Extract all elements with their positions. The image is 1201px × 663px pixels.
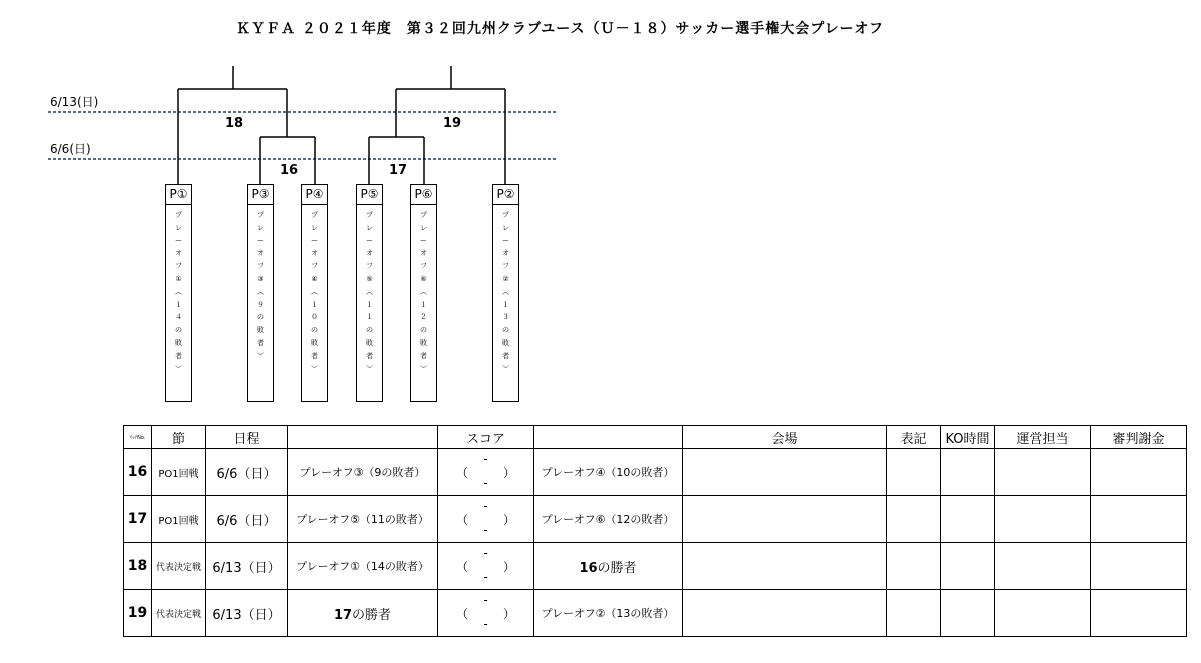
winner-match-no: 16 xyxy=(579,560,598,576)
ko-time-cell[interactable] xyxy=(941,496,995,543)
team-name-char: オ xyxy=(366,249,373,258)
team-box-p5 xyxy=(356,184,383,402)
team-name-char: レ xyxy=(311,223,318,232)
team-name xyxy=(248,205,273,363)
team-name-char: フ xyxy=(366,262,373,271)
team-name-char: ︶ xyxy=(311,364,318,373)
team-name-char: 者 xyxy=(257,338,264,347)
team-name-char: オ xyxy=(420,249,427,258)
team-name-char: プ xyxy=(366,211,373,219)
team-head: P① xyxy=(166,185,191,205)
team-name-char: の xyxy=(366,326,373,335)
team-name-char: オ xyxy=(502,249,509,258)
match-no: 19 xyxy=(124,590,152,637)
team-name-char: プ xyxy=(257,211,264,219)
match-label-17: 17 xyxy=(389,163,408,178)
team-name xyxy=(166,205,191,375)
team-name-char: オ xyxy=(175,249,182,258)
score-dash: - xyxy=(483,570,488,584)
team-name-char: 者 xyxy=(502,351,509,360)
manager-cell[interactable] xyxy=(995,496,1091,543)
match-no: 16 xyxy=(124,449,152,496)
header-away xyxy=(534,426,683,449)
team-name-char: ︵ xyxy=(175,287,182,296)
team-name-char: ︶ xyxy=(420,364,427,373)
paren-right: ） xyxy=(502,466,515,480)
away-team: プレーオフ②（13の敗者） xyxy=(534,590,683,637)
team-name-char: オ xyxy=(311,249,318,258)
team-name-char: プ xyxy=(311,211,318,219)
team-name-char: の xyxy=(420,326,427,335)
header-referee-fee: 審判謝金 xyxy=(1091,426,1187,449)
team-box-p3 xyxy=(247,184,274,402)
team-name-char: レ xyxy=(175,223,182,232)
table-row xyxy=(124,449,1187,496)
team-name xyxy=(411,205,436,375)
venue-cell[interactable] xyxy=(683,590,887,637)
team-name xyxy=(302,205,327,375)
score-cell[interactable] xyxy=(438,496,534,543)
section: PO1回戦 xyxy=(152,496,206,543)
score-dash: - xyxy=(483,546,488,560)
home-team: プレーオフ⑤（11の敗者） xyxy=(288,496,438,543)
team-head: P⑥ xyxy=(411,185,436,205)
home-team xyxy=(288,590,438,637)
team-name-char: レ xyxy=(420,223,427,232)
match-date: 6/13（日） xyxy=(206,590,288,637)
team-head: P③ xyxy=(248,185,273,205)
header-notation: 表記 xyxy=(887,426,941,449)
team-name-char: の xyxy=(257,313,264,322)
paren-left: （ xyxy=(456,513,469,527)
team-name-char: 敗 xyxy=(257,326,264,335)
paren-right: ） xyxy=(502,513,515,527)
team-name-char: 者 xyxy=(175,351,182,360)
team-name-char: フ xyxy=(420,262,427,271)
header-manager: 運営担当 xyxy=(995,426,1091,449)
paren-right: ） xyxy=(502,607,515,621)
notation-cell[interactable] xyxy=(887,590,941,637)
table-row xyxy=(124,543,1187,590)
table-row xyxy=(124,590,1187,637)
match-date: 6/6（日） xyxy=(206,449,288,496)
team-name-char: 者 xyxy=(311,351,318,360)
score-dash: - xyxy=(483,593,488,607)
score-dash: - xyxy=(483,452,488,466)
team-name-char: ー xyxy=(420,236,427,245)
team-name-char: 者 xyxy=(420,351,427,360)
team-name-char: ー xyxy=(257,236,264,245)
score-cell[interactable] xyxy=(438,590,534,637)
team-name-char: ー xyxy=(311,236,318,245)
match-no: 18 xyxy=(124,543,152,590)
team-name-char: レ xyxy=(257,223,264,232)
team-name-char: ー xyxy=(175,236,182,245)
date-label-round2: 6/13(日) xyxy=(50,95,99,109)
score-dash: - xyxy=(483,476,488,490)
away-team: プレーオフ④（10の敗者） xyxy=(534,449,683,496)
team-box-p4 xyxy=(301,184,328,402)
team-name-char: 敗 xyxy=(502,338,509,347)
team-name xyxy=(357,205,382,375)
team-name-char: プ xyxy=(420,211,427,219)
paren-right: ） xyxy=(502,560,515,574)
team-name-char: フ xyxy=(502,262,509,271)
referee-fee-cell[interactable] xyxy=(1091,590,1187,637)
score-dash: - xyxy=(483,523,488,537)
team-name-char: 敗 xyxy=(420,338,427,347)
manager-cell[interactable] xyxy=(995,449,1091,496)
score-cell[interactable] xyxy=(438,449,534,496)
header-venue: 会場 xyxy=(683,426,887,449)
header-section: 節 xyxy=(152,426,206,449)
score-dash: - xyxy=(483,617,488,631)
away-team: プレーオフ⑥（12の敗者） xyxy=(534,496,683,543)
team-name-char: ２ xyxy=(420,313,427,322)
team-name-char: ︶ xyxy=(366,364,373,373)
team-name-char: ︵ xyxy=(420,287,427,296)
team-name-char: ︵ xyxy=(366,287,373,296)
team-box-p6 xyxy=(410,184,437,402)
away-team xyxy=(534,543,683,590)
venue-cell[interactable] xyxy=(683,496,887,543)
score-cell[interactable] xyxy=(438,543,534,590)
referee-fee-cell[interactable] xyxy=(1091,543,1187,590)
notation-cell[interactable] xyxy=(887,543,941,590)
table-row xyxy=(124,496,1187,543)
team-name-char: ③ xyxy=(257,274,264,283)
match-date: 6/13（日） xyxy=(206,543,288,590)
team-name-char: ー xyxy=(502,236,509,245)
team-name-char: １ xyxy=(175,300,182,309)
header-date: 日程 xyxy=(206,426,288,449)
team-name-char: レ xyxy=(502,223,509,232)
team-box-p2 xyxy=(492,184,519,402)
page-title: ＫＹＦＡ ２０２１年度 第３２回九州クラブユース（Ｕ－１８）サッカー選手権大会プレーオフ xyxy=(236,21,884,37)
section: 代表決定戦 xyxy=(152,543,206,590)
venue-cell[interactable] xyxy=(683,543,887,590)
match-label-18: 18 xyxy=(225,116,244,131)
team-name-char: プ xyxy=(175,211,182,219)
team-name-char: ① xyxy=(175,274,182,283)
team-name-char: ︵ xyxy=(311,287,318,296)
team-name-char: レ xyxy=(366,223,373,232)
team-name-char: フ xyxy=(311,262,318,271)
team-head: P④ xyxy=(302,185,327,205)
team-name-char: ３ xyxy=(502,313,509,322)
team-name-char: の xyxy=(311,326,318,335)
team-name-char: ー xyxy=(366,236,373,245)
team-name-char: フ xyxy=(175,262,182,271)
score-dash: - xyxy=(483,499,488,513)
notation-cell[interactable] xyxy=(887,449,941,496)
team-name-char: ︶ xyxy=(175,364,182,373)
team-name-char: オ xyxy=(257,249,264,258)
ko-time-cell[interactable] xyxy=(941,449,995,496)
team-name-char: １ xyxy=(502,300,509,309)
team-name-char: の xyxy=(502,326,509,335)
team-name-char: ４ xyxy=(175,313,182,322)
winner-match-no: 17 xyxy=(333,607,353,623)
team-name-char: 敗 xyxy=(311,338,318,347)
header-score: スコア xyxy=(438,426,534,449)
team-name-char: ︵ xyxy=(502,287,509,296)
team-name-char: プ xyxy=(502,211,509,219)
header-ko-time: KO時間 xyxy=(941,426,995,449)
team-name-char: フ xyxy=(257,262,264,271)
ko-time-cell[interactable] xyxy=(941,543,995,590)
team-name-char: ０ xyxy=(311,313,318,322)
winner-text: の勝者 xyxy=(597,560,637,576)
home-team: プレーオフ③（9の敗者） xyxy=(288,449,438,496)
team-name-char: ④ xyxy=(311,274,318,283)
header-home xyxy=(288,426,438,449)
section: 代表決定戦 xyxy=(152,590,206,637)
team-name-char: １ xyxy=(366,300,373,309)
notation-cell[interactable] xyxy=(887,496,941,543)
team-name-char: １ xyxy=(420,300,427,309)
team-name-char: ︶ xyxy=(502,364,509,373)
team-name-char: ② xyxy=(502,274,509,283)
team-name-char: 者 xyxy=(366,351,373,360)
team-name-char: 敗 xyxy=(366,338,373,347)
header-match-no: ﾏｯﾁNo. xyxy=(124,426,152,449)
team-head: P② xyxy=(493,185,518,205)
paren-left: （ xyxy=(456,466,469,480)
team-name-char: ⑤ xyxy=(366,274,373,283)
team-name-char: ⑥ xyxy=(420,274,427,283)
team-name-char: １ xyxy=(311,300,318,309)
manager-cell[interactable] xyxy=(995,590,1091,637)
match-date: 6/6（日） xyxy=(206,496,288,543)
team-name-char: １ xyxy=(366,313,373,322)
team-box-p1 xyxy=(165,184,192,402)
team-name-char: 敗 xyxy=(175,338,182,347)
team-name-char: ︶ xyxy=(257,351,264,360)
team-name xyxy=(493,205,518,375)
ko-time-cell[interactable] xyxy=(941,590,995,637)
table-header-row xyxy=(124,426,1187,449)
referee-fee-cell[interactable] xyxy=(1091,449,1187,496)
home-team: プレーオフ①（14の敗者） xyxy=(288,543,438,590)
winner-text: の勝者 xyxy=(352,607,392,623)
team-head: P⑤ xyxy=(357,185,382,205)
venue-cell[interactable] xyxy=(683,449,887,496)
section: PO1回戦 xyxy=(152,449,206,496)
paren-left: （ xyxy=(456,607,469,621)
referee-fee-cell[interactable] xyxy=(1091,496,1187,543)
match-label-19: 19 xyxy=(443,116,462,131)
match-no: 17 xyxy=(124,496,152,543)
paren-left: （ xyxy=(456,560,469,574)
team-name-char: ︵ xyxy=(257,287,264,296)
date-label-round1: 6/6(日) xyxy=(50,142,91,156)
team-name-char: の xyxy=(175,326,182,335)
manager-cell[interactable] xyxy=(995,543,1091,590)
team-name-char: ９ xyxy=(257,300,264,309)
match-schedule-table xyxy=(123,425,1187,637)
match-label-16: 16 xyxy=(280,163,299,178)
